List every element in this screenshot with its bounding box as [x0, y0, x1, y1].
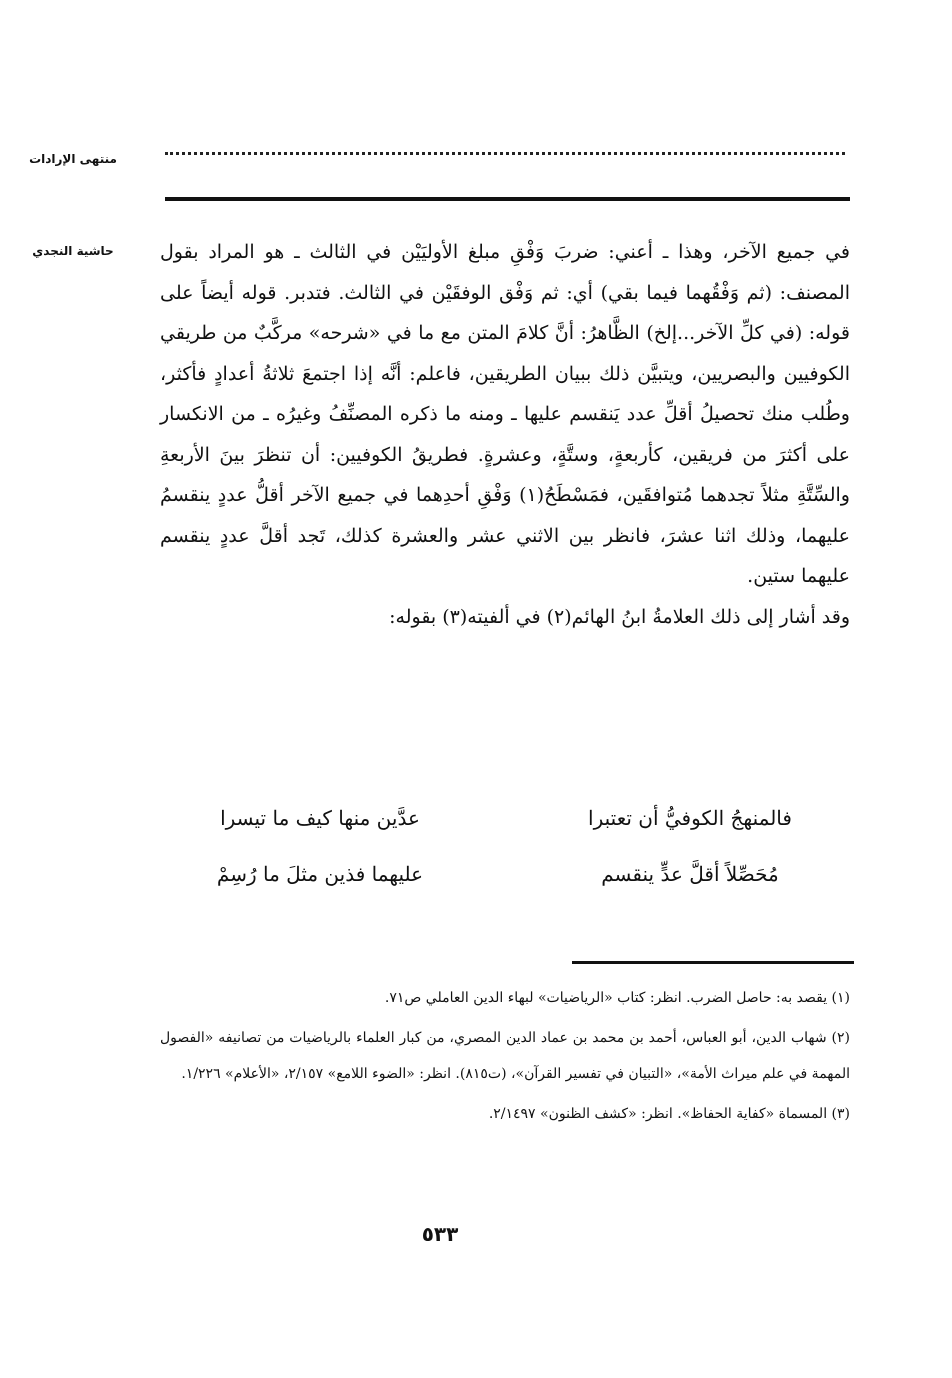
- verse-hemistich-second: عليهما فذين مثلَ ما رُسِمْ: [216, 862, 424, 886]
- verse-hemistich-first: فالمنهجُ الكوفيُّ أن تعتبرا: [588, 806, 792, 830]
- paragraph: وقد أشار إلى ذلك العلامةُ ابنُ الهائم(٢) في ألفيته(٣) بقوله:: [389, 605, 850, 628]
- page-number: ٥٣٣: [421, 1222, 459, 1246]
- footnote-separator: [572, 961, 854, 964]
- dotted-divider: [165, 152, 845, 155]
- footnote-2: (٢) شهاب الدين، أبو العباس، أحمد بن محمد بن عماد الدين المصري، من كبار العلماء بالرياضيات من تصانيفه «الفصول المهمة في علم ميراث الأمة»، «التبيان في تفسير القرآن»، (ت٨١٥). انظر: «الضوء اللامع» ٢/١٥٧، «الأعلام» ١/٢٢٦.: [160, 1030, 850, 1082]
- verse-line: [160, 790, 850, 846]
- verse-hemistich-second: عدَّين منها كيف ما تيسرا: [220, 806, 420, 830]
- verse-block: [160, 790, 850, 902]
- footnotes: [160, 980, 850, 1136]
- header-rule: [165, 197, 850, 201]
- footnote-3: (٣) المسماة «كفاية الحفاظ». انظر: «كشف الظنون» ٢/١٤٩٧.: [488, 1106, 850, 1122]
- side-title: حاشية النجدي: [32, 244, 114, 258]
- main-text: [160, 232, 850, 637]
- running-header-title: منتهى الإرادات: [29, 152, 117, 166]
- footnote-1: (١) يقصد به: حاصل الضرب. انظر: كتاب «الرياضيات» لبهاء الدين العاملي ص٧١.: [384, 990, 850, 1006]
- verse-hemistich-first: مُحَصِّلاً أقلَّ عدٍّ ينقسم: [601, 862, 779, 886]
- verse-line: [160, 846, 850, 902]
- paragraph: في جميع الآخر، وهذا ـ أعني: ضربَ وَفْقِ مبلغ الأوليَيْن في الثالث ـ هو المراد بقول المصنف: (ثم وَفْقُهما فيما بقي) أي: ثم وَفْق الوفقَيْن في الثالث. فتدبر. قوله أيضاً على قوله: (في كلِّ الآخر...إلخ) الظَّاهرُ: أنَّ كلامَ المتن مع ما في «شرحه» مركَّبٌ من طريقي الكوفيين والبصريين، ويتبيَّن ذلك ببيان الطريقين، فاعلم: أنَّه إذا اجتمعَ ثلاثةُ أعدادٍ فأكثر، وطُلب منك تحصيلُ أقلِّ عدد يَنقسم عليها ـ ومنه ما ذكره المصنِّفُ وغيرُه ـ من الانكسار على أكثرَ من فريقين، كأربعةٍ، وستَّةٍ، وعشرةٍ. فطريقُ الكوفيين: أن تنظرَ بينَ الأربعةِ والسِّتَّةِ مثلاً تجدهما مُتوافقَين، فمَسْطَحُ(١) وَفْقِ أحدِهما في جميع الآخر أقلُّ عددٍ ينقسمُ عليهما، وذلك اثنا عشرَ، فانظر بين الاثني عشر والعشرة كذلك، تَجد أقلَّ عددٍ ينقسم عليهما ستين.: [160, 241, 850, 587]
